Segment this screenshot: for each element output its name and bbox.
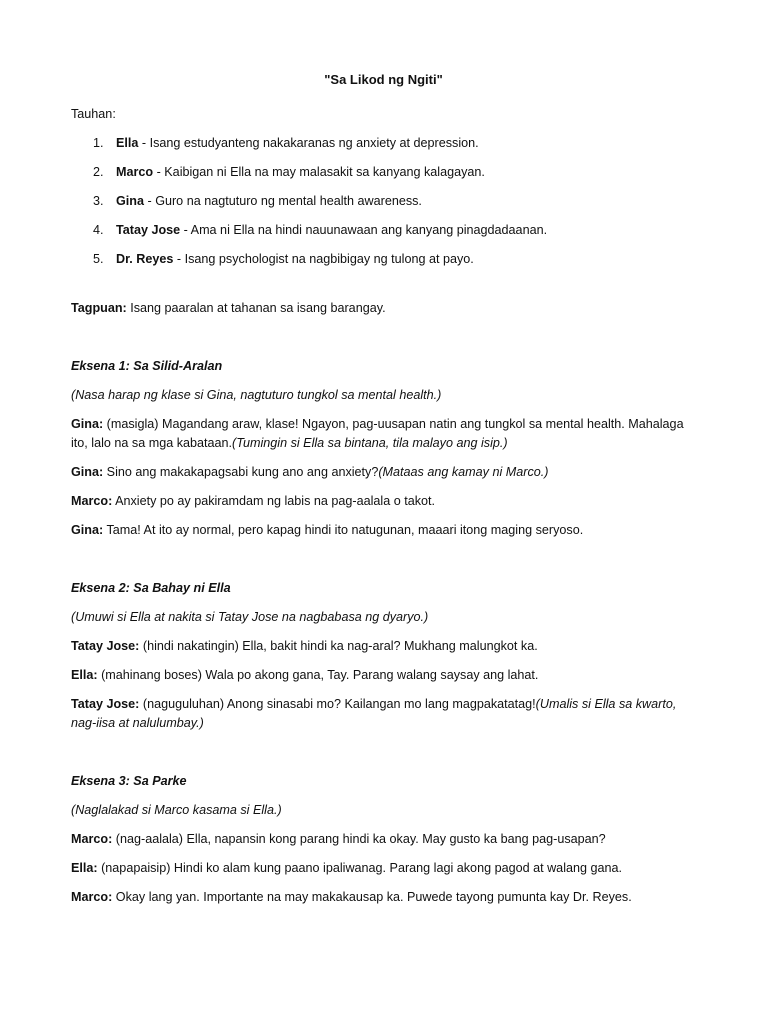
tagpuan-line [71,299,696,318]
character-description: - Ama ni Ella na hindi nauunawaan ang kanyang pinagdadaanan. [180,223,548,237]
dialogue-text: (naguguluhan) Anong sinasabi mo? Kailangan mo lang magpakatatag! [139,697,536,711]
dialogue-text: Anxiety po ay pakiramdam ng labis na pag-aalala o takot. [112,494,436,508]
character-name: Gina [116,194,144,208]
character-list [71,134,696,269]
tauhan-label: Tauhan: [71,107,116,121]
dialogue-text: (hindi nakatingin) Ella, bakit hindi ka nag-aral? Mukhang malungkot ka. [139,639,538,653]
list-number: 4. [93,223,104,237]
stage-direction: (Umuwi si Ella at nakita si Tatay Jose na nagbabasa ng dyaryo.) [71,610,429,624]
character-description: - Guro na nagtuturo ng mental health awareness. [144,194,422,208]
stage-direction-inline: (Mataas ang kamay ni Marco.) [378,465,549,479]
dialogue-line [71,463,696,482]
character-name: Tatay Jose [116,223,181,237]
list-number: 1. [93,136,104,150]
dialogue-text: Okay lang yan. Importante na may makakausap ka. Puwede tayong pumunta kay Dr. Reyes. [112,890,632,904]
speaker-name: Gina: [71,523,104,537]
dialogue-text: (napapaisip) Hindi ko alam kung paano ipaliwanag. Parang lagi akong pagod at walang gana. [97,861,623,875]
tagpuan-text: Isang paaralan at tahanan sa isang barangay. [126,301,386,315]
list-item [71,163,696,182]
character-description: - Isang psychologist na nagbibigay ng tulong at payo. [173,252,474,266]
list-number: 5. [93,252,104,266]
stage-direction-inline: (Tumingin si Ella sa bintana, tila malayo ang isip.) [232,436,508,450]
speaker-name: Marco: [71,832,113,846]
character-description: - Kaibigan ni Ella na may malasakit sa kanyang kalagayan. [153,165,485,179]
document-title: "Sa Likod ng Ngiti" [324,72,443,87]
stage-direction: (Naglalakad si Marco kasama si Ella.) [71,803,282,817]
character-name: Marco [116,165,154,179]
dialogue-line [71,521,696,540]
stage-direction-inline: (Umalis si Ella sa kwarto, nag-iisa at nalulumbay.) [71,697,677,730]
scene-heading: Eksena 1: Sa Silid-Aralan [71,359,223,373]
dialogue-line [71,830,696,849]
dialogue-line [71,859,696,878]
document-page [71,70,696,907]
list-item [71,192,696,211]
list-item [71,134,696,153]
scene-heading: Eksena 3: Sa Parke [71,774,187,788]
speaker-name: Marco: [71,494,113,508]
dialogue-line [71,492,696,511]
speaker-name: Gina: [71,417,104,431]
scene-heading: Eksena 2: Sa Bahay ni Ella [71,581,231,595]
speaker-name: Tatay Jose: [71,639,140,653]
dialogue-text: Sino ang makakapagsabi kung ano ang anxiety? [103,465,379,479]
dialogue-line [71,695,696,733]
dialogue-line [71,666,696,685]
dialogue-text: (mahinang boses) Wala po akong gana, Tay. Parang walang saysay ang lahat. [97,668,539,682]
speaker-name: Ella: [71,861,98,875]
tagpuan-label: Tagpuan: [71,301,127,315]
speaker-name: Tatay Jose: [71,697,140,711]
list-number: 2. [93,165,104,179]
dialogue-text: Tama! At ito ay normal, pero kapag hindi ito natugunan, maaari itong maging seryoso. [103,523,584,537]
dialogue-text: (masigla) Magandang araw, klase! Ngayon, pag-uusapan natin ang tungkol sa mental health. Mahalaga ito, lalo na sa mga kabataan. [71,417,684,450]
list-item [71,250,696,269]
speaker-name: Ella: [71,668,98,682]
speaker-name: Marco: [71,890,113,904]
character-name: Dr. Reyes [116,252,174,266]
character-description: - Isang estudyanteng nakakaranas ng anxiety at depression. [138,136,479,150]
character-name: Ella [116,136,139,150]
dialogue-line [71,415,696,453]
list-number: 3. [93,194,104,208]
dialogue-text: (nag-aalala) Ella, napansin kong parang hindi ka okay. May gusto ka bang pag-usapan? [112,832,606,846]
stage-direction: (Nasa harap ng klase si Gina, nagtuturo tungkol sa mental health.) [71,388,442,402]
dialogue-line [71,888,696,907]
list-item [71,221,696,240]
dialogue-line [71,637,696,656]
speaker-name: Gina: [71,465,104,479]
